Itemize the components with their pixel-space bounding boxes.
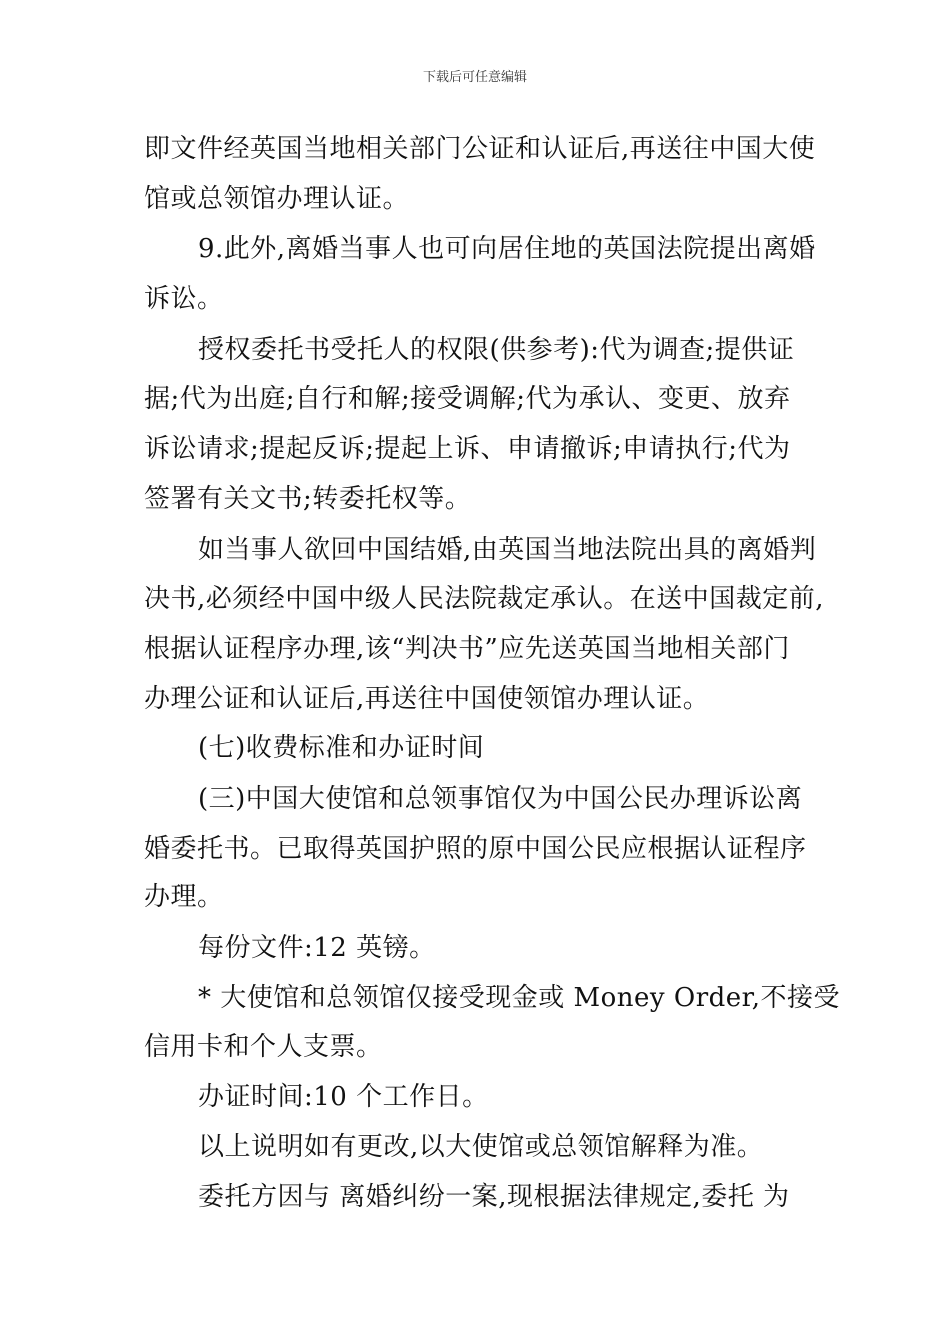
body-line: (三)中国大使馆和总领事馆仅为中国公民办理诉讼离 xyxy=(198,784,803,814)
body-line: 办理公证和认证后,再送往中国使领馆办理认证。 xyxy=(144,684,710,714)
body-line: 婚委托书。已取得英国护照的原中国公民应根据认证程序 xyxy=(144,834,807,864)
body-line: 签署有关文书;转委托权等。 xyxy=(144,484,472,514)
body-line: 根据认证程序办理,该“判决书”应先送英国当地相关部门 xyxy=(144,634,790,664)
body-line: 诉讼请求;提起反诉;提起上诉、申请撤诉;申请执行;代为 xyxy=(144,434,791,464)
body-line: 委托方因与 离婚纠纷一案,现根据法律规定,委托 为 xyxy=(198,1182,790,1212)
body-line: 决书,必须经中国中级人民法院裁定承认。在送中国裁定前, xyxy=(144,584,825,614)
body-line: 授权委托书受托人的权限(供参考):代为调查;提供证 xyxy=(198,335,795,365)
body-line: 办理。 xyxy=(144,882,224,912)
body-line: 信用卡和个人支票。 xyxy=(144,1032,383,1062)
processing-time-line: 办证时间:10 个工作日。 xyxy=(198,1082,489,1112)
body-line: * 大使馆和总领馆仅接受现金或 Money Order,不接受 xyxy=(198,983,841,1013)
body-line: 如当事人欲回中国结婚,由英国当地法院出具的离婚判 xyxy=(198,535,817,565)
body-line: 9.此外,离婚当事人也可向居住地的英国法院提出离婚 xyxy=(198,234,816,264)
fee-line: 每份文件:12 英镑。 xyxy=(198,933,436,963)
body-line: 馆或总领馆办理认证。 xyxy=(144,184,410,214)
body-line: 以上说明如有更改,以大使馆或总领馆解释为准。 xyxy=(198,1132,764,1162)
body-line: 据;代为出庭;自行和解;接受调解;代为承认、变更、放弃 xyxy=(144,384,791,414)
page-header: 下载后可任意编辑 xyxy=(422,70,527,85)
body-line: 即文件经英国当地相关部门公证和认证后,再送往中国大使 xyxy=(144,134,816,164)
body-line: 诉讼。 xyxy=(144,284,224,314)
section-heading: (七)收费标准和办证时间 xyxy=(198,733,485,763)
